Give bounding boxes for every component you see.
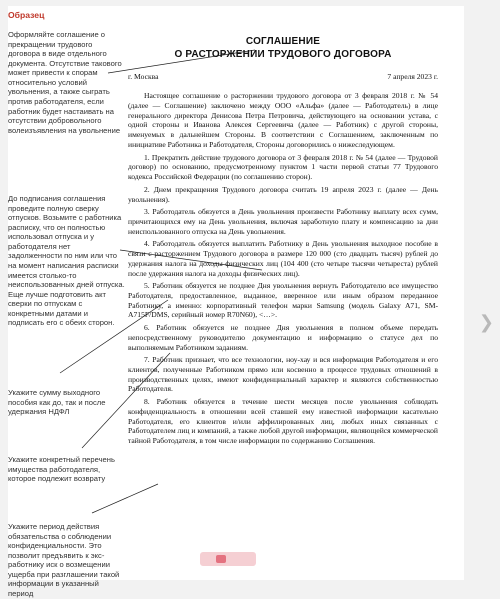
clause-7: 7. Работник признает, что все технологии, ноу-хау и вся информация Работодателя и его клиентов, полученные Работником прямо или косвенно в процессе трудовых отношений в производственных целях, имеют конфиденциальный характер и являются собственностью Работодателя. xyxy=(128,355,438,394)
document-city: г. Москва xyxy=(128,71,159,81)
agreement-document xyxy=(128,36,438,449)
preamble-paragraph: Настоящее соглашение о расторжении трудового договора от 3 февраля 2018 г. № 54 (далее — Соглашение) заключено между ООО «Альфа» (далее — Работодатель) в лице генерального директора Денисова Петра Петровича, действующего на основании устава, с одной стороны и Иванова Алексея Сергеевича (далее — Работник) с другой стороны, именуемых в дальнейшем Стороны. В соответствии с Соглашением, заключенным по инициативе Работника и Работодателя, Стороны договорились о нижеследующем. xyxy=(128,91,438,149)
document-title: СОГЛАШЕНИЕ xyxy=(245,36,321,47)
document-date: 7 апреля 2023 г. xyxy=(387,71,438,81)
note-severance: Укажите сумму выходного пособия как до, так и после удержания НДФЛ xyxy=(8,388,106,417)
scrollbar-thumb[interactable] xyxy=(216,555,226,563)
clause-4: 4. Работодатель обязуется выплатить Работнику в День увольнения выходное пособие в связи с расторжением Трудового договора в размере 120 000 (сто двадцать тысяч) рублей до удержания налога на доходы физических лиц (104 400 (сто четыре тысячи четыреста) рублей после удержания налога на доходы физических лиц). xyxy=(128,239,438,278)
note-confidentiality: Укажите период действия обязательства о соблюдении конфиденциальности. Это позволит предъявить к экс-работнику иск о возмещении ущерба при разглашении такой информации в указанный период xyxy=(8,522,120,598)
clause-3: 3. Работодатель обязуется в День увольнения произвести Работнику выплату всех сумм, причитающихся ему на День увольнения, включая заработную плату и компенсацию за дни неиспользованного отпуска на День увольнения. xyxy=(128,207,438,236)
sidebar-notes xyxy=(8,10,130,598)
clause-1: 1. Прекратить действие трудового договора от 3 февраля 2018 г. № 54 (далее — Трудовой договор) по основанию, предусмотренному пунктом 1 части первой статьи 77 Трудового кодекса Российской Федерации (по соглашению сторон). xyxy=(128,152,438,182)
place-date-row xyxy=(128,72,438,82)
page-scrollbar[interactable] xyxy=(200,552,256,566)
sidebar-title: Образец xyxy=(8,10,45,20)
clause-8: 8. Работник обязуется в течение шести месяцев после увольнения соблюдать конфиденциальность в отношении всей ставшей ему известной информации касательно Работодателя, его клиентов и/или аффилированных лиц, любых иных связанных с Работодателем лиц и компаний, а также любой другой информации, являющейся коммерческой тайной Работодателя, в том числе информации по содержанию Соглашения. xyxy=(128,397,438,446)
document-subtitle: О РАСТОРЖЕНИИ ТРУДОВОГО ДОГОВОРА xyxy=(174,48,392,60)
note-separate-document: Оформляйте соглашение о прекращении трудового договора в виде отдельного документа. Отсутствие такового может привести к спорам относительно условий увольнения, а также сыграть против работодателя, если работник будет настаивать на отсутствии добровольного волеизъявления на увольнение xyxy=(8,30,122,135)
note-vacation-check: До подписания соглашения проведите полную сверку отпусков. Возьмите с работника расписку, что он полностью использовал отпуска и у работодателя нет задолженности по ним или что на момент написания расписки имеется столько-то неиспользованных дней отпуска. Еще лучше подготовить акт сверки по отпускам с конкретными датами и подписать его с обеих сторон. xyxy=(8,194,125,328)
clause-2: 2. Днем прекращения Трудового договора считать 19 апреля 2023 г. (далее — День увольнения). xyxy=(128,184,438,204)
chevron-right-icon[interactable]: ❯ xyxy=(478,312,494,332)
clause-6: 6. Работник обязуется не позднее Дня увольнения в полном объеме передать непосредственному руководителю документацию и информацию о статусе дел по выполняемым Работником заданиям. xyxy=(128,323,438,352)
note-property-list: Укажите конкретный перечень имущества работодателя, которое подлежит возврату xyxy=(8,455,115,484)
clause-5: 5. Работник обязуется не позднее Дня увольнения вернуть Работодателю все имущество Работодателя, предоставленное, выданное, вверенное или иным образом переданное Работнику, а именно: корпоративный телефон марки Samsung (модель Galaxy A71, SM-A715F/DMS, серийный номер R70N60), <…>. xyxy=(128,281,438,320)
